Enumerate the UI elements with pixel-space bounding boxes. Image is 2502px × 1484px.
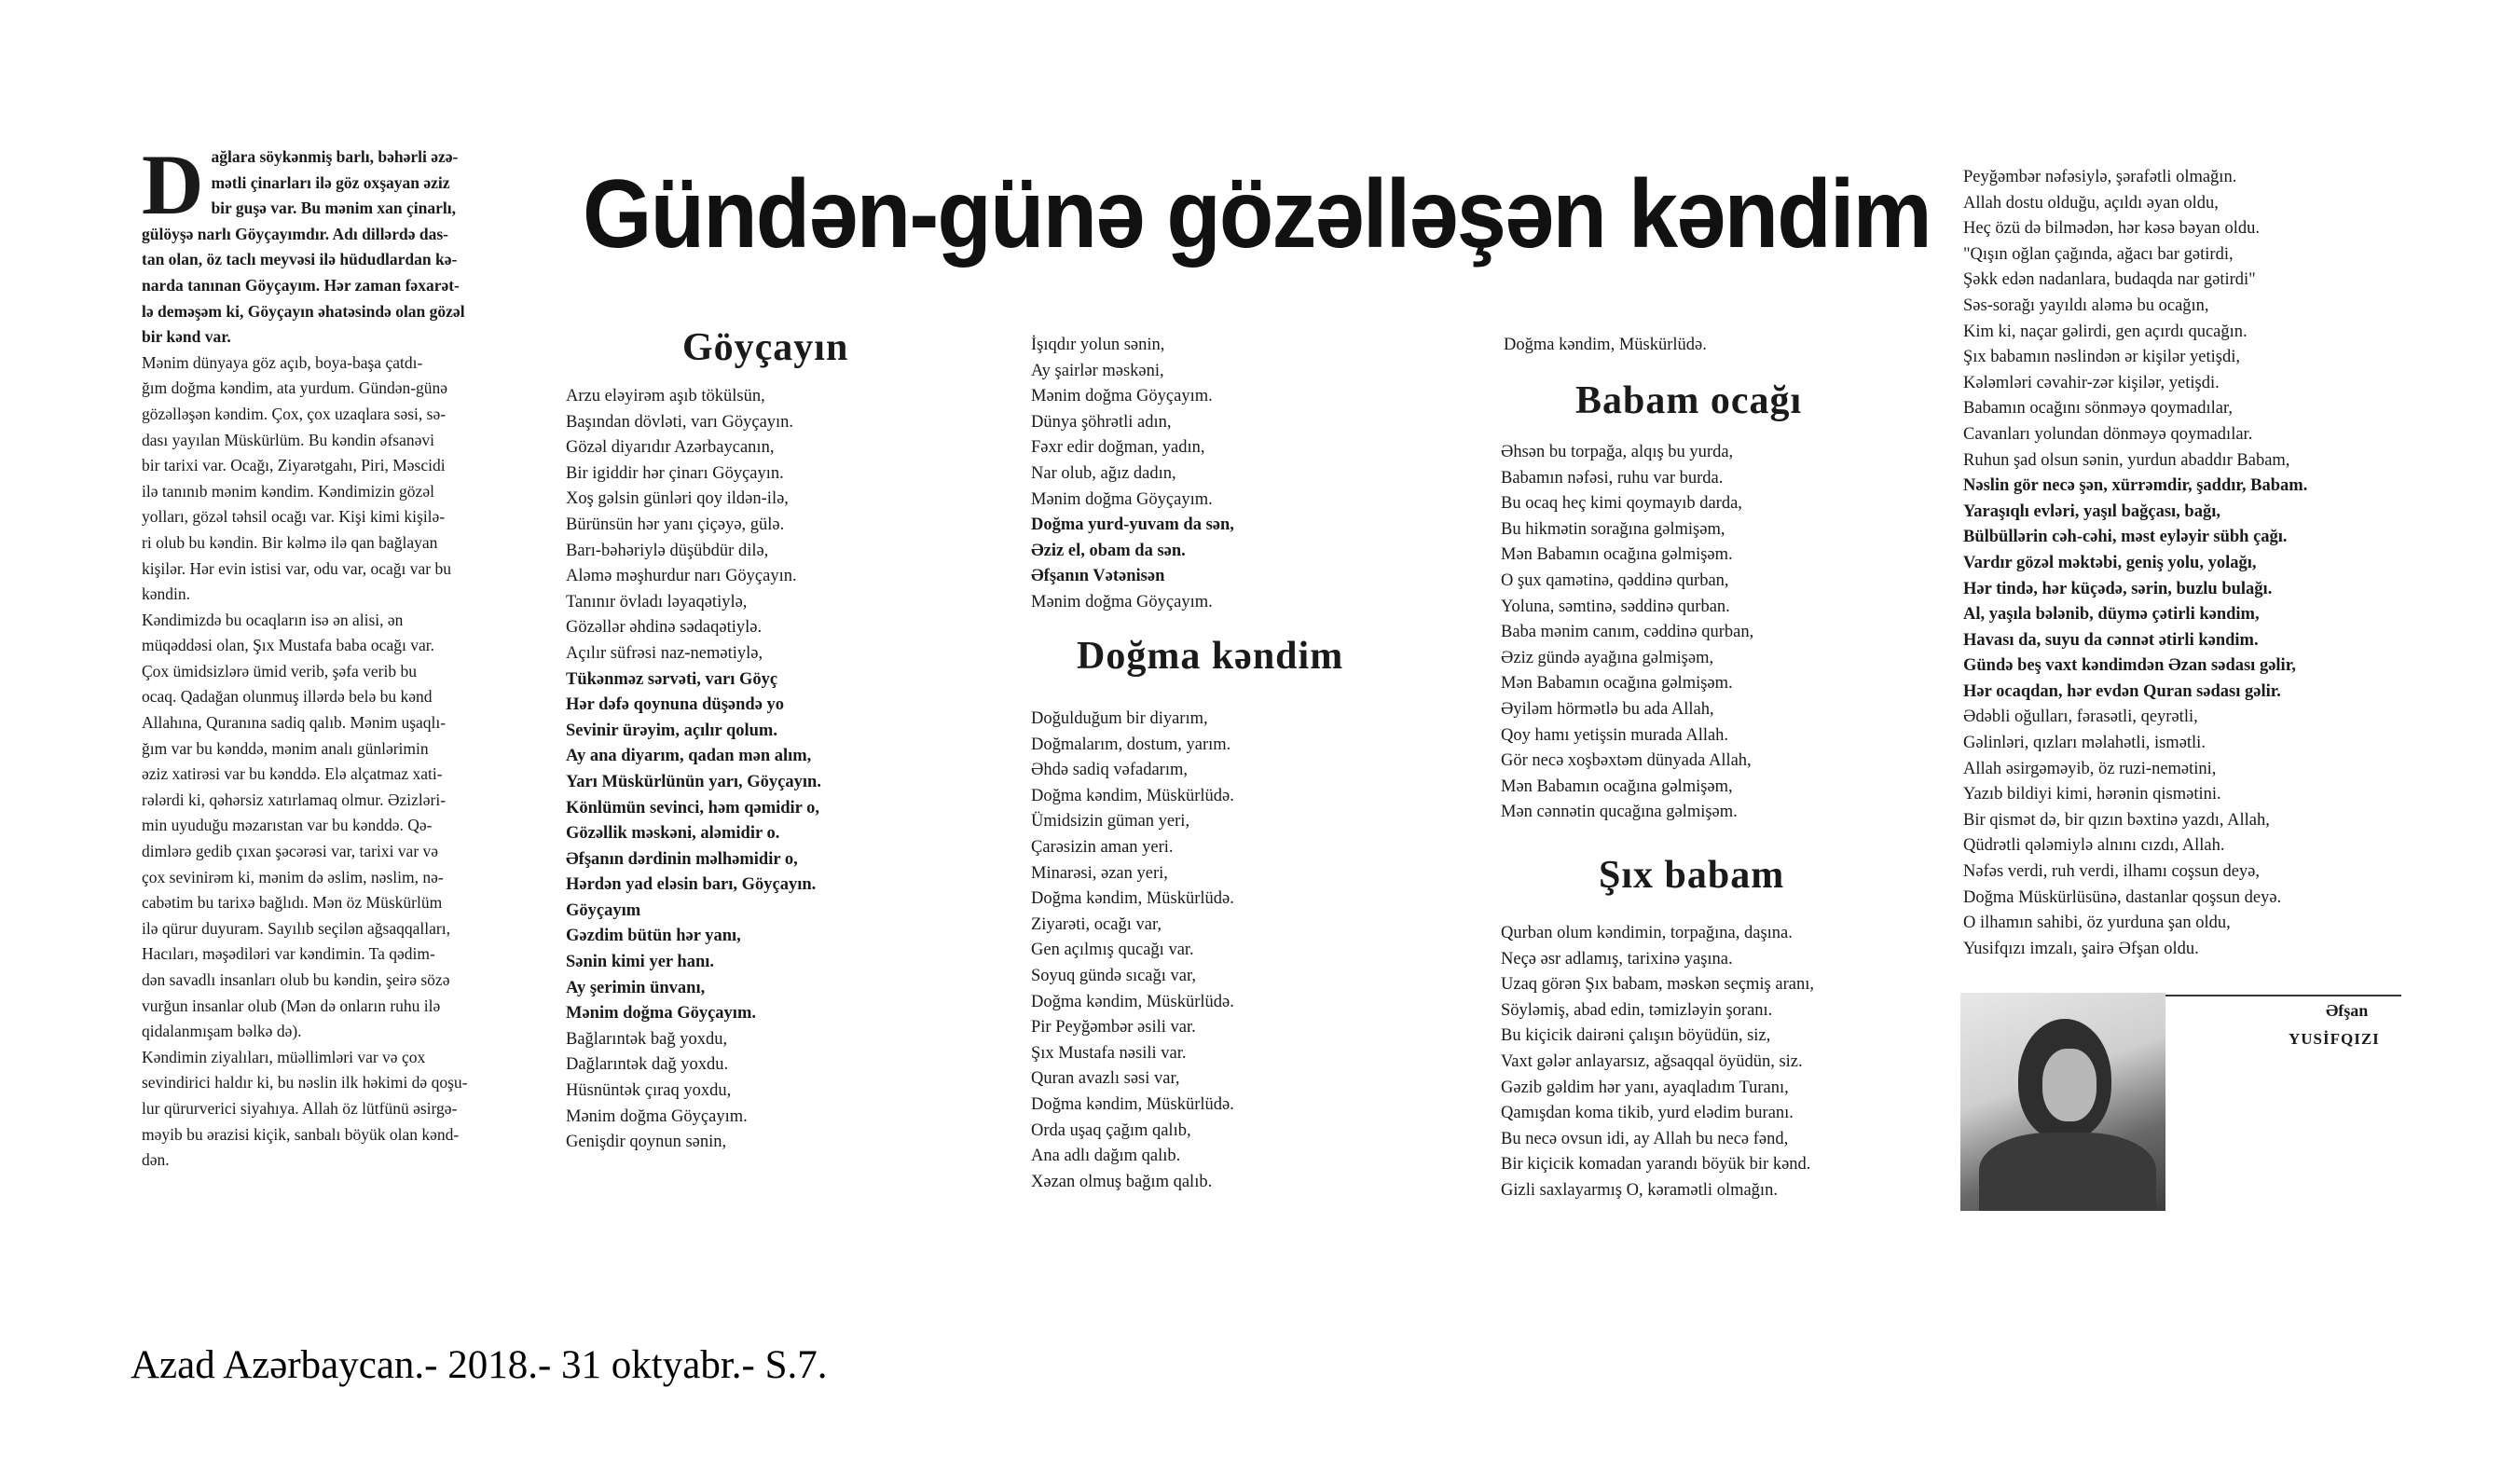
text-line: Hərdən yad eləsin barı, Göyçayın.	[566, 875, 817, 895]
text-line: ri olub bu kəndin. Bir kəlmə ilə qan bağlayan	[142, 532, 438, 552]
poem-title-dogma-kendim: Doğma kəndim	[1077, 635, 1344, 678]
text-line: Nəfəs verdi, ruh verdi, ilhamı coşsun deyə,	[1963, 862, 2261, 882]
text-line: Doğma kəndim, Müskürlüdə.	[1031, 786, 1234, 805]
text-line: Bu hikmətin sorağına gəlmişəm,	[1501, 519, 1725, 539]
text-line: Baba mənim canım, cəddinə qurban,	[1501, 623, 1754, 642]
text-line: Dağlarıntək dağ yoxdu.	[566, 1055, 729, 1075]
text-line: Hacıları, məşədiləri var kəndimin. Ta qədim-	[142, 944, 435, 964]
text-line: Cavanları yolundan dönməyə qoymadılar.	[1963, 424, 2253, 444]
poem-lines	[1501, 921, 1883, 1204]
text-line: Aləmə məşhurdur narı Göyçayın.	[566, 567, 797, 586]
text-line: Ruhun şad olsun sənin, yurdun abaddır Babam,	[1963, 450, 2290, 470]
text-line: O şux qamətinə, qəddinə qurban,	[1501, 570, 1729, 590]
text-line: Bu ocaq heç kimi qoymayıb darda,	[1501, 494, 1742, 514]
poem-title-babam-ocagi: Babam ocağı	[1575, 379, 1803, 422]
text-line: Könlümün sevinci, həm qəmidir o,	[566, 798, 820, 818]
poem-six-babam-continued	[1963, 165, 2401, 962]
text-line: gözəlləşən kəndim. Çox, çox uzaqlara səsi, sə-	[142, 404, 447, 423]
text-line: Doğmalarım, dostum, yarım.	[1031, 735, 1231, 754]
poem-goycayin-continued	[1031, 333, 1376, 616]
text-line: İşıqdır yolun sənin,	[1031, 336, 1165, 354]
text-line: Xəzan olmuş bağım qalıb.	[1031, 1172, 1213, 1191]
text-line: Əhsən bu torpağa, alqış bu yurda,	[1501, 443, 1734, 461]
text-line: tan olan, öz taclı meyvəsi ilə hüdudlardan kə-	[142, 250, 458, 269]
dropcap: D	[142, 137, 204, 232]
text-line: məyib bu ərazisi kiçik, sanbalı böyük olan kənd-	[142, 1124, 460, 1144]
text-line: Açılır süfrəsi naz-nemətiylə,	[566, 643, 763, 663]
text-line: Bir qismət də, bir qızın bəxtinə yazdı, Allah,	[1963, 810, 2270, 830]
poem-dogma-kendim-end	[1504, 333, 1876, 359]
text-line: Bu kiçicik dairəni çalışın böyüdün, siz,	[1501, 1026, 1771, 1046]
text-line: dimlərə gedib çıxan şəcərəsi var, tarixi var və	[142, 842, 439, 861]
text-line: Şəkk edən nadanlara, budaqda nar gətirdi"	[1963, 270, 2256, 290]
text-line: Pir Peyğəmbər əsili var.	[1031, 1018, 1196, 1037]
text-line: Əyiləm hörmətlə bu ada Allah,	[1501, 699, 1714, 719]
text-line: Hər ocaqdan, hər evdən Quran sədası gəlir.	[1963, 681, 2281, 701]
text-line: Uzaq görən Şıx babam, məskən seçmiş aranı,	[1501, 975, 1814, 995]
text-line: Əfşanın Vətənisən	[1031, 567, 1165, 586]
text-line: Orda uşaq çağım qalıb,	[1031, 1120, 1191, 1140]
text-line: Havası da, suyu da cənnət ətirli kəndim.	[1963, 630, 2259, 650]
text-line: Hüsnüntək çıraq yoxdu,	[566, 1081, 732, 1101]
text-line: Doğma Müskürlüsünə, dastanlar qoşsun deyə.	[1963, 887, 2282, 907]
text-line: mətli çinarları ilə göz oxşayan əziz	[211, 172, 450, 192]
text-line: sevindirici haldır ki, bu nəslin ilk həkimi də qoşu-	[142, 1073, 468, 1092]
text-line: Nar olub, ağız dadın,	[1031, 463, 1176, 483]
poem-goycayin	[566, 326, 883, 1156]
text-line: ilə tanınıb mənim kəndim. Kəndimizin gözəl	[142, 481, 434, 501]
text-line: Mənim dünyaya göz açıb, boya-başa çatdı-	[142, 352, 423, 372]
poem-babam-ocagi	[1501, 440, 1874, 826]
text-line: Əhdə sadiq vəfadarım,	[1031, 761, 1188, 780]
text-line: Bağlarıntək bağ yoxdu,	[566, 1029, 728, 1049]
poem-lines	[566, 384, 883, 1156]
text-line: ocaq. Qadağan olunmuş illərdə belə bu kənd	[142, 687, 433, 707]
text-line: Qamışdan koma tikib, yurd elədim buranı.	[1501, 1104, 1794, 1123]
text-line: Doğma yurd-yuvam da sən,	[1031, 515, 1234, 535]
text-line: dən.	[142, 1150, 170, 1170]
text-line: Allah əsirgəməyib, öz ruzi-nemətini,	[1963, 759, 2217, 778]
text-line: Xoş gəlsin günləri qoy ildən-ilə,	[566, 489, 789, 509]
text-line: Əziz gündə ayağına gəlmişəm,	[1501, 648, 1714, 667]
text-line: cabətim bu tarixə bağlıdı. Mən öz Müskürlüm	[142, 893, 443, 913]
text-line: Gəzib gəldim hər yanı, ayaqladım Turanı,	[1501, 1078, 1789, 1097]
text-line: Nəslin gör necə şən, xürrəmdir, şaddır, Babam.	[1963, 476, 2308, 496]
text-line: Ay ana diyarım, qadan mən alım,	[566, 747, 812, 766]
text-line: Bu necə ovsun idi, ay Allah bu necə fənd,	[1501, 1129, 1789, 1148]
text-line: ilə qürur duyuram. Sayılıb seçilən ağsaqqalları,	[142, 918, 450, 938]
text-line: Gündə beş vaxt kəndimdən Əzan sədası gəlir,	[1963, 656, 2296, 676]
text-line: Ay şerimin ünvanı,	[566, 978, 706, 997]
text-line: Mən Babamın ocağına gəlmişəm,	[1501, 776, 1733, 796]
text-line: ğım doğma kəndim, ata yurdum. Gündən-günə	[142, 378, 448, 398]
text-line: Göyçayım	[566, 900, 641, 920]
text-line: ağlara söykənmiş barlı, bəhərli əzə-	[211, 147, 459, 166]
poem-line: Doğma kəndim, Müskürlüdə.	[1504, 336, 1707, 354]
text-line: Qoy hamı yetişsin murada Allah.	[1501, 725, 1729, 745]
text-line: Bir kiçicik komadan yarandı böyük bir kənd.	[1501, 1155, 1811, 1175]
text-line: Allahına, Quranına sadiq qalıb. Mənim uşaqlı-	[142, 713, 447, 733]
text-line: bir tarixi var. Ocağı, Ziyarətgahı, Piri, Məscidi	[142, 456, 446, 475]
text-line: Bülbüllərin cəh-cəhi, məst eyləyir sübh çağı.	[1963, 528, 2288, 547]
text-line: yolları, gözəl təhsil ocağı var. Kişi kimi kişilə-	[142, 507, 446, 527]
text-line: Ümidsizin güman yeri,	[1031, 812, 1190, 831]
text-line: lə deməşəm ki, Göyçayın əhatəsində olan gözəl	[142, 301, 465, 321]
text-line: vurğun insanlar olub (Mən də onların ruhu ilə	[142, 996, 441, 1015]
text-line: Qüdrətli qələmiylə alnını cızdı, Allah.	[1963, 836, 2225, 856]
author-first-name: Əfşan	[2326, 1001, 2369, 1020]
text-line: Yazıb bildiyi kimi, hərənin qismətini.	[1963, 785, 2221, 804]
poem-lines	[1031, 707, 1376, 1195]
text-line: Tanınır övladı ləyaqətiylə,	[566, 592, 748, 611]
text-line: lur qürurverici siyahıya. Allah öz lütfünü əsirgə-	[142, 1098, 458, 1118]
text-line: Mənim doğma Göyçayım.	[566, 1004, 756, 1024]
text-line: Barı-bəhəriylə düşübdür dilə,	[566, 541, 769, 560]
text-line: əziz xatirəsi var bu kənddə. Elə alçatmaz xati-	[142, 764, 443, 784]
text-line: kəndin.	[142, 584, 191, 604]
text-line: Dünya şöhrətli adın,	[1031, 412, 1172, 432]
text-line: narda tanınan Göyçayım. Hər zaman fəxarət-	[142, 275, 460, 295]
text-line: Mən Babamın ocağına gəlmişəm.	[1501, 545, 1733, 565]
poem-six-babam	[1501, 921, 1883, 1204]
intro-article	[142, 137, 552, 1174]
author-last-name: YUSİFQIZI	[2289, 1030, 2380, 1048]
text-line: Gözəllər əhdinə sədaqətiylə.	[566, 618, 763, 638]
text-line: Bir igiddir hər çinarı Göyçayın.	[566, 463, 784, 483]
text-line: Kəndimin ziyalıları, müəllimləri var və çox	[142, 1047, 426, 1066]
text-line: Əziz el, obam da sən.	[1031, 541, 1186, 560]
text-line: dən savadlı insanları olub bu kəndin, şeirə sözə	[142, 970, 450, 989]
text-line: Yoluna, səmtinə, səddinə qurban.	[1501, 597, 1730, 616]
text-line: Gizli saxlayarmış O, kəramətli olmağın.	[1501, 1180, 1778, 1200]
text-line: Minarəsi, əzan yeri,	[1031, 863, 1168, 883]
text-line: min uyuduğu məzarıstan var bu kənddə. Qə-	[142, 816, 433, 835]
text-line: Ay şairlər məskəni,	[1031, 361, 1164, 380]
text-line: Yarı Müskürlünün yarı, Göyçayın.	[566, 772, 821, 791]
text-line: Vardır gözəl məktəbi, geniş yolu, yolağı,	[1963, 553, 2257, 572]
text-line: Sevinir ürəyim, açılır qolum.	[566, 721, 777, 740]
text-line: Vaxt gələr anlayarsız, ağsaqqal öyüdün, siz.	[1501, 1051, 1803, 1071]
text-line: Mənim doğma Göyçayım.	[1031, 592, 1213, 611]
text-line: Hər tində, hər küçədə, sərin, buzlu bulağı.	[1963, 579, 2273, 598]
text-line: Doğma kəndim, Müskürlüdə.	[1031, 889, 1234, 909]
text-line: Çox ümidsizlərə ümid verib, şəfa verib bu	[142, 661, 417, 680]
headline: Gündən-günə gözəlləşən kəndim	[583, 160, 1931, 268]
text-line: qidalanmışam bəlkə də).	[142, 1022, 302, 1041]
text-line: Kim ki, naçar gəlirdi, gen açırdı qucağın.	[1963, 322, 2248, 341]
poem-dogma-kendim	[1031, 707, 1376, 1195]
text-line: O ilhamın sahibi, öz yurduna şan oldu,	[1963, 914, 2231, 933]
poem-title-six-babam: Şıx babam	[1599, 854, 1785, 897]
text-line: Kəndimizdə bu ocaqların isə ən alisi, ən	[142, 610, 404, 629]
text-line: Al, yaşıla bələnib, düymə çətirli kəndim,	[1963, 605, 2260, 625]
text-line: Ziyarəti, ocağı var,	[1031, 914, 1162, 934]
text-line: Heç özü də bilmədən, hər kəsə bəyan oldu.	[1963, 219, 2260, 239]
text-line: Sənin kimi yer hanı.	[566, 953, 715, 972]
text-line: Mənim doğma Göyçayım.	[1031, 387, 1213, 406]
text-line: rələrdi ki, qəhərsiz xatırlamaq olmur. Əzizləri-	[142, 790, 447, 809]
text-line: Yusifqızı imzalı, şairə Əfşan oldu.	[1963, 939, 2199, 958]
text-line: gülöyşə narlı Göyçayımdır. Adı dillərdə das-	[142, 224, 448, 243]
text-line: Mənim doğma Göyçayım.	[566, 1106, 748, 1126]
text-line: bir kənd var.	[142, 327, 231, 347]
text-line: çox sevinirəm ki, mənim də əslim, nəslim, nə-	[142, 867, 444, 886]
text-line: Genişdir qoynun sənin,	[566, 1133, 727, 1152]
author-photo	[1960, 993, 2165, 1211]
text-line: Fəxr edir doğman, yadın,	[1031, 438, 1205, 458]
text-line: Tükənməz sərvəti, varı Göyç	[566, 669, 778, 689]
text-line: Əfşanın dərdinin məlhəmidir o,	[566, 849, 798, 869]
text-line: Allah dostu olduğu, açıldı əyan oldu,	[1963, 193, 2219, 213]
author-rule	[2165, 995, 2401, 996]
text-line: Gözəl diyarıdır Azərbaycanın,	[566, 438, 775, 458]
poem-title: Göyçayın	[682, 326, 849, 369]
poem-lines	[1501, 440, 1874, 826]
text-line: Gen açılmış qucağı var.	[1031, 941, 1194, 960]
text-line: Neçə əsr adlamış, tarixinə yaşına.	[1501, 949, 1733, 969]
text-line: Başından dövləti, varı Göyçayın.	[566, 412, 794, 432]
text-line: Peyğəmbər nəfəsiylə, şərafətli olmağın.	[1963, 168, 2237, 186]
text-line: Şıx Mustafa nəsili var.	[1031, 1043, 1187, 1063]
text-line: Babamın nəfəsi, ruhu var burda.	[1501, 468, 1724, 488]
text-line: Doğulduğum bir diyarım,	[1031, 709, 1208, 728]
text-line: Gəzdim bütün hər yanı,	[566, 927, 741, 946]
text-line: Hər dəfə qoynuna düşəndə yo	[566, 695, 785, 715]
text-line: Soyuq gündə sıcağı var,	[1031, 966, 1197, 985]
text-line: Doğma kəndim, Müskürlüdə.	[1031, 1094, 1234, 1114]
poem-lines	[1031, 333, 1376, 616]
text-line: müqəddəsi olan, Şıx Mustafa baba ocağı var.	[142, 636, 434, 655]
text-line: Kələmləri cəvahir-zər kişilər, yetişdi.	[1963, 373, 2220, 392]
text-line: Mənim doğma Göyçayım.	[1031, 489, 1213, 509]
text-line: kişilər. Hər evin istisi var, odu var, ocağı var bu	[142, 558, 451, 578]
text-line: Səs-sorağı yayıldı aləmə bu ocağın,	[1963, 295, 2209, 315]
text-line: Mən Babamın ocağına gəlmişəm.	[1501, 674, 1733, 694]
text-line: Quran avazlı səsi var,	[1031, 1069, 1180, 1089]
poem-lines	[1963, 165, 2401, 962]
text-line: bir guşə var. Bu mənim xan çinarlı,	[211, 199, 456, 218]
text-line: "Qışın oğlan çağında, ağacı bar gətirdi,	[1963, 244, 2234, 264]
text-line: Gözəllik məskəni, aləmidir o.	[566, 824, 780, 844]
intro-body	[142, 350, 552, 1174]
text-line: Yaraşıqlı evləri, yaşıl bağçası, bağı,	[1963, 502, 2220, 521]
text-line: Babamın ocağını sönməyə qoymadılar,	[1963, 399, 2234, 419]
text-line: Bürünsün hər yanı çiçəyə, gülə.	[566, 515, 785, 534]
text-line: Gəlinləri, qızları məlahətli, ismətli.	[1963, 734, 2206, 753]
text-line: Ədəbli oğulları, fərasətli, qeyrətli,	[1963, 708, 2198, 727]
text-line: dası yayılan Müskürlüm. Bu kəndin əfsanəvi	[142, 430, 434, 449]
text-line: Şıx babamın nəslindən ər kişilər yetişdi,	[1963, 348, 2240, 367]
text-line: Qurban olum kəndimin, torpağına, daşına.	[1501, 924, 1793, 942]
text-line: Çarəsizin aman yeri.	[1031, 837, 1174, 857]
text-line: Doğma kəndim, Müskürlüdə.	[1031, 992, 1234, 1011]
text-line: Mən cənnətin qucağına gəlmişəm.	[1501, 803, 1738, 822]
source-citation: Azad Azərbaycan.- 2018.- 31 oktyabr.- S.7.	[131, 1343, 828, 1387]
text-line: Arzu eləyirəm aşıb tökülsün,	[566, 387, 765, 405]
text-line: ğım var bu kənddə, mənim analı günlərimin	[142, 738, 429, 758]
text-line: Ana adlı dağım qalıb.	[1031, 1147, 1181, 1166]
text-line: Söyləmiş, abad edin, təmizləyin şoranı.	[1501, 1000, 1773, 1020]
text-line: Gör necə xoşbəxtəm dünyada Allah,	[1501, 751, 1752, 771]
